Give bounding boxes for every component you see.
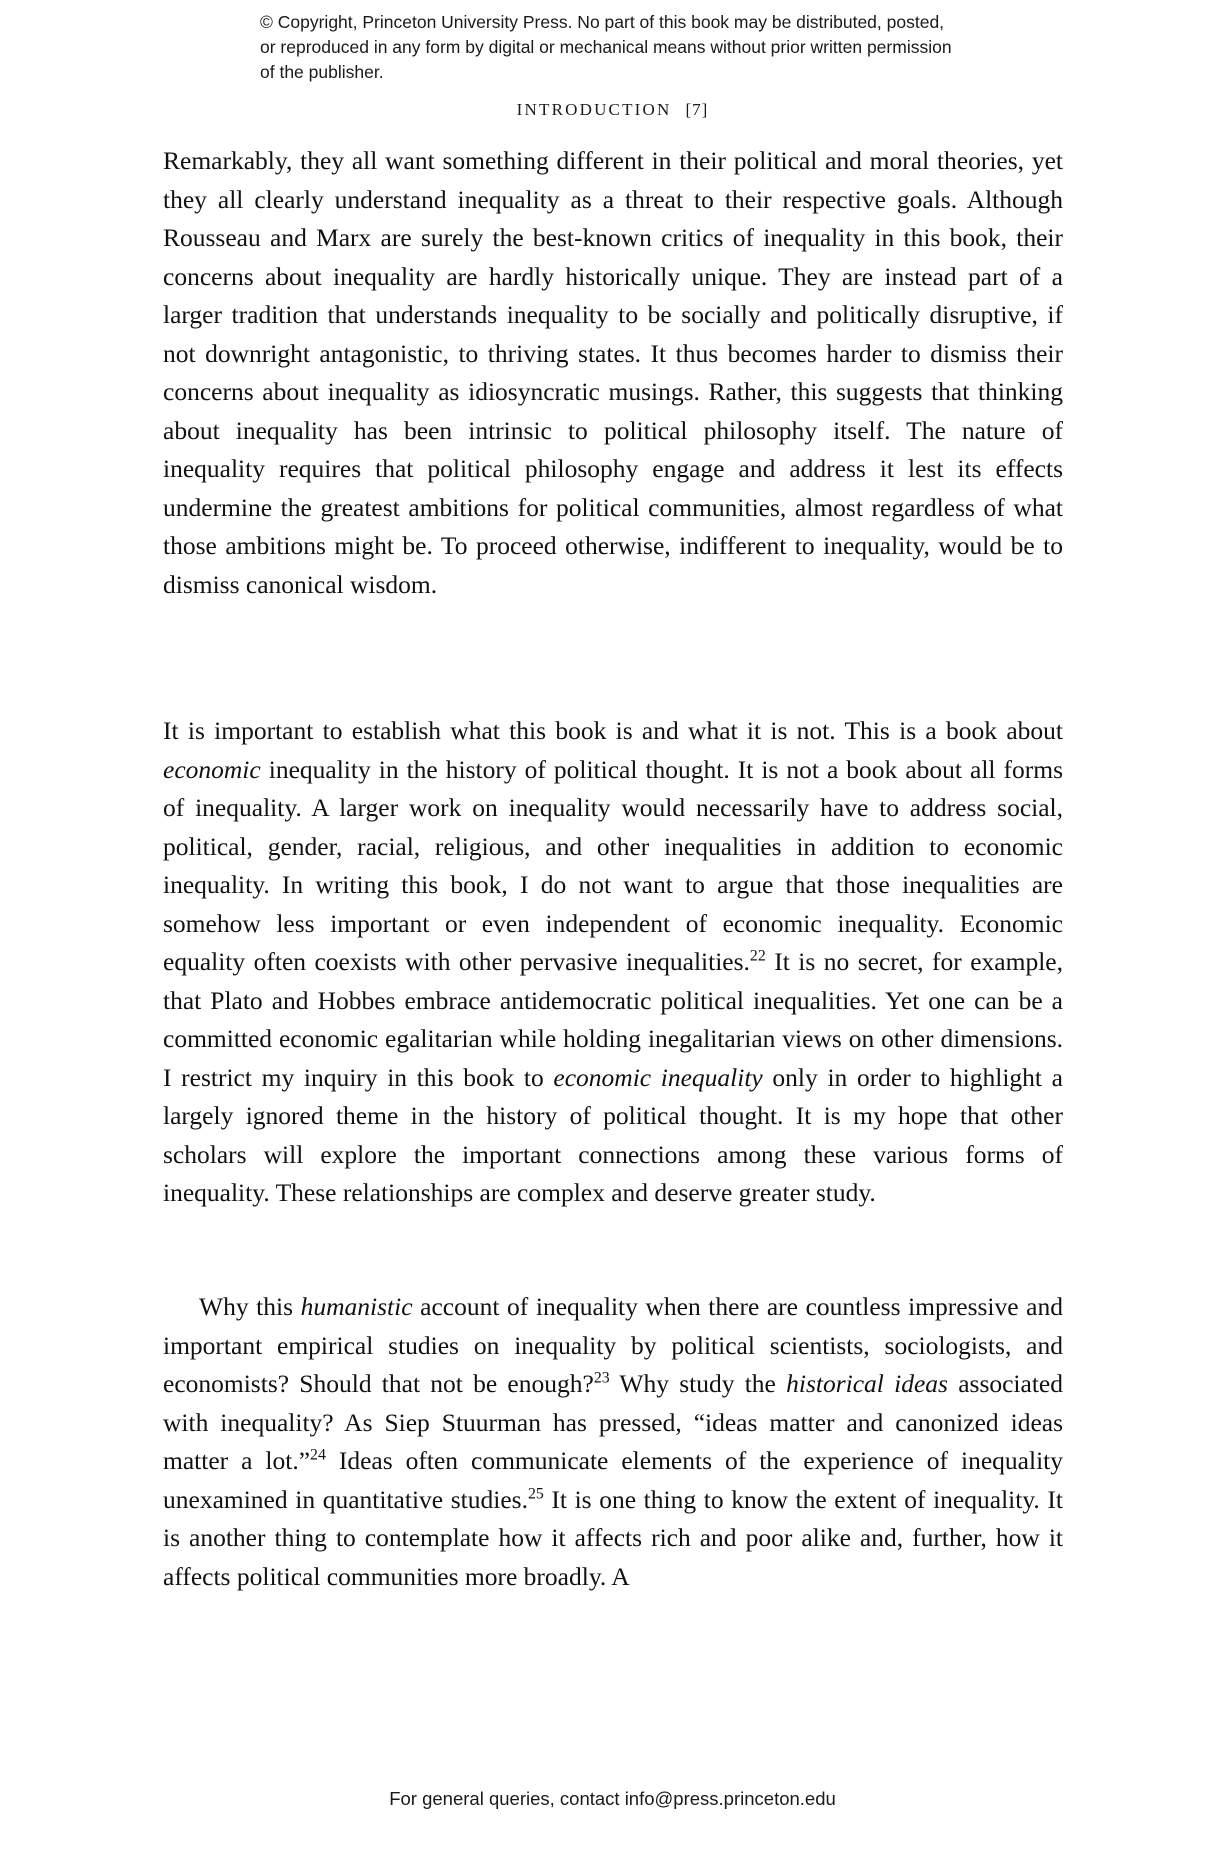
running-head-chapter: INTRODUCTION: [516, 100, 672, 119]
footnote-marker-25: 25: [527, 1485, 544, 1502]
paragraph-text: Why this humanistic account of inequality when there are countless impressive and important empirical studies on inequality by political scientists, sociologists, and economists? Should that not be enough?$^{23}$ Why study the historical ideas associated with inequality? As Siep Stuurman has pressed, “ideas matter and canonized ideas matter a lot.”$^{24}$ Ideas often communicate elements of the experience of inequality unexamined in quantitative studies.$^{25}$ It is one thing to know the extent of inequality. It is another thing to contemplate how it affects rich and poor alike and, further, how it affects political communities more broadly. A: [163, 1292, 1064, 1591]
footnote-marker-24: 24: [310, 1446, 326, 1464]
body-paragraph-2: [163, 712, 1063, 1213]
page-folio: [7]: [685, 100, 709, 119]
body-paragraph-3: [163, 1288, 1063, 1596]
running-head: [0, 100, 1225, 120]
copyright-notice: © Copyright, Princeton University Press. No part of this book may be distributed, posted, or reproduced in any form by digital or mechanical means without prior written permission of the publisher.: [260, 12, 952, 82]
italic-phrase-economic-inequality: economic inequality: [553, 1062, 763, 1092]
italic-phrase-economic: economic: [163, 754, 261, 784]
italic-phrase-humanistic: humanistic: [300, 1292, 413, 1321]
paragraph-text: Remarkably, they all want something different in their political and moral theories, yet they all clearly understand inequality as a threat to their respective goals. Although Rousseau and Marx are surely the best-known critics of inequality in this book, their concerns about inequality are hardly historically unique. They are instead part of a larger tradition that understands inequality to be socially and politically disruptive, if not downright antagonistic, to thriving states. It thus becomes harder to dismiss their concerns about inequality as idiosyncratic musings. Rather, this suggests that thinking about inequality has been intrinsic to political philosophy itself. The nature of inequality requires that political philosophy engage and address it lest its effects undermine the greatest ambitions for political communities, almost regardless of what those ambitions might be. To proceed otherwise, indifferent to inequality, would be to dismiss canonical wisdom.: [163, 146, 1063, 599]
body-paragraph-1: [163, 142, 1063, 604]
footer-query-notice: For general queries, contact info@press.princeton.edu: [389, 1788, 836, 1809]
footnote-marker-22: 22: [749, 947, 766, 965]
paragraph-text: It is important to establish what this book is and what it is not. This is a book about economic inequality in the history of political thought. It is not a book about all forms of inequality. A larger work on inequality would necessarily have to address social, political, gender, racial, religious, and other inequalities in addition to economic inequality. In writing this book, I do not want to argue that those inequalities are somehow less important or even independent of economic inequality. Economic equality often coexists with other pervasive inequalities.$^{22}$ It is no secret, for example, that Plato and Hobbes embrace antidemocratic political inequalities. Yet one can be a committed economic egalitarian while holding inegalitarian views on other dimensions. I restrict my inquiry in this book to economic inequality only in order to highlight a largely ignored theme in the history of political thought. It is my hope that other scholars will explore the important connections among these various forms of inequality. These relationships are complex and deserve greater study.: [163, 716, 1063, 1207]
italic-phrase-historical-ideas: historical ideas: [786, 1369, 948, 1398]
footnote-marker-23: 23: [593, 1369, 610, 1387]
